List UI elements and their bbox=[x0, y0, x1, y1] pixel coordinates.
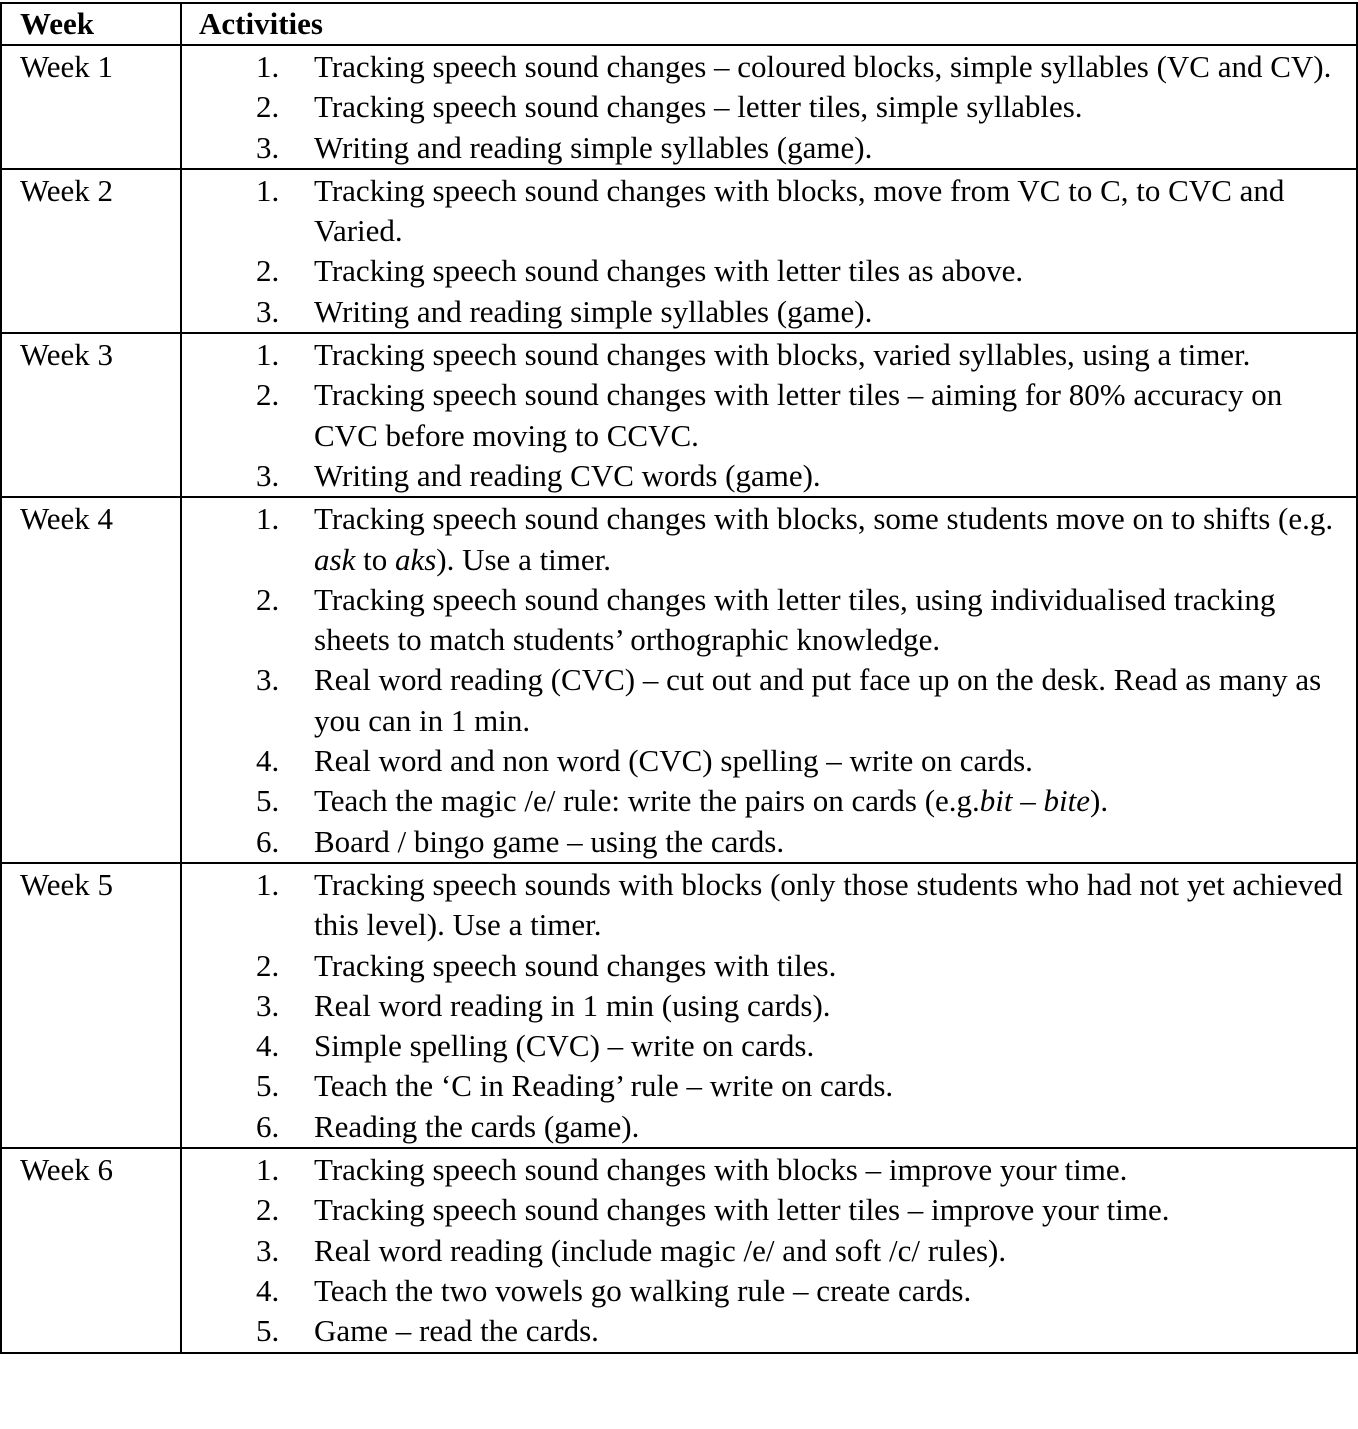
activity-text: Teach the ‘C in Reading’ rule – write on cards. bbox=[314, 1068, 894, 1104]
activity-number: 5. bbox=[256, 783, 280, 819]
activity-item bbox=[182, 87, 1356, 127]
activity-item bbox=[182, 1190, 1356, 1230]
activities-cell bbox=[181, 45, 1357, 169]
activity-item bbox=[182, 1311, 1356, 1351]
table-row bbox=[1, 45, 1357, 169]
week-cell: Week 6 bbox=[1, 1148, 181, 1352]
activity-text: Tracking speech sound changes – letter tiles, simple syllables. bbox=[314, 89, 1083, 125]
activities-cell bbox=[181, 497, 1357, 863]
activity-text: Simple spelling (CVC) – write on cards. bbox=[314, 1028, 815, 1064]
activity-item bbox=[182, 499, 1356, 580]
activity-item bbox=[182, 375, 1356, 456]
activity-number: 4. bbox=[256, 1028, 280, 1064]
activities-table bbox=[0, 2, 1358, 1354]
activities-cell bbox=[181, 1148, 1357, 1352]
activity-text: Tracking speech sound changes with tiles. bbox=[314, 947, 837, 983]
activity-item bbox=[182, 251, 1356, 291]
activity-list bbox=[182, 1150, 1356, 1351]
activity-number: 1. bbox=[256, 866, 280, 902]
activity-text: Tracking speech sound changes with letter tiles – improve your time. bbox=[314, 1192, 1170, 1228]
week-cell: Week 3 bbox=[1, 333, 181, 497]
activity-text: Tracking speech sound changes with blocks – improve your time. bbox=[314, 1152, 1128, 1188]
activity-text: Game – read the cards. bbox=[314, 1313, 599, 1349]
activity-item bbox=[182, 335, 1356, 375]
activity-text: Teach the two vowels go walking rule – create cards. bbox=[314, 1272, 972, 1308]
activity-text: Tracking speech sound changes – coloured blocks, simple syllables (VC and CV). bbox=[314, 49, 1332, 84]
activity-example-text: bit – bite bbox=[979, 783, 1090, 819]
activity-text: Tracking speech sounds with blocks (only those students who had not yet achieved this level). Use a timer. bbox=[314, 866, 1343, 943]
activity-number: 1. bbox=[256, 1152, 280, 1188]
activity-number: 2. bbox=[256, 377, 280, 413]
activity-item bbox=[182, 456, 1356, 496]
activity-number: 5. bbox=[256, 1313, 280, 1349]
activity-text: Writing and reading CVC words (game). bbox=[314, 457, 821, 493]
activity-item bbox=[182, 660, 1356, 741]
activity-number: 2. bbox=[256, 581, 280, 617]
activity-item bbox=[182, 1271, 1356, 1311]
table-row bbox=[1, 333, 1357, 497]
header-row bbox=[1, 3, 1357, 45]
activity-number: 3. bbox=[256, 129, 280, 165]
activity-list bbox=[182, 47, 1356, 168]
activity-number: 1. bbox=[256, 172, 280, 208]
activity-list bbox=[182, 171, 1356, 332]
week-cell: Week 2 bbox=[1, 169, 181, 333]
activity-text: Tracking speech sound changes with letter tiles, using individualised tracking sheets to match students’ orthographic knowledge. bbox=[314, 581, 1276, 658]
activity-text: Tracking speech sound changes with letter tiles as above. bbox=[314, 253, 1024, 289]
activity-number: 4. bbox=[256, 1272, 280, 1308]
activity-text: Real word reading (include magic /e/ and soft /c/ rules). bbox=[314, 1232, 1007, 1268]
activity-number: 6. bbox=[256, 1108, 280, 1144]
activity-text: ). bbox=[1090, 783, 1109, 819]
week-cell: Week 4 bbox=[1, 497, 181, 863]
activity-text: Tracking speech sound changes with blocks, varied syllables, using a timer. bbox=[314, 337, 1251, 373]
activity-item bbox=[182, 781, 1356, 821]
activity-number: 3. bbox=[256, 662, 280, 698]
week-cell: Week 5 bbox=[1, 863, 181, 1148]
activity-number: 4. bbox=[256, 743, 280, 779]
activity-text: Tracking speech sound changes with blocks, move from VC to C, to CVC and Varied. bbox=[314, 172, 1285, 249]
activity-text: Writing and reading simple syllables (game). bbox=[314, 293, 873, 329]
activity-list bbox=[182, 499, 1356, 862]
table-row bbox=[1, 497, 1357, 863]
header-activities: Activities bbox=[181, 3, 1357, 45]
activity-number: 1. bbox=[256, 337, 280, 373]
activity-item bbox=[182, 1150, 1356, 1190]
activity-text: Board / bingo game – using the cards. bbox=[314, 823, 785, 859]
activity-list bbox=[182, 865, 1356, 1147]
activity-number: 1. bbox=[256, 501, 280, 537]
activity-number: 2. bbox=[256, 89, 280, 125]
activity-number: 3. bbox=[256, 293, 280, 329]
activity-item bbox=[182, 1231, 1356, 1271]
activity-list bbox=[182, 335, 1356, 496]
activity-item bbox=[182, 986, 1356, 1026]
week-cell: Week 1 bbox=[1, 45, 181, 169]
activity-item bbox=[182, 1026, 1356, 1066]
activity-text: to bbox=[355, 541, 395, 577]
activity-item bbox=[182, 946, 1356, 986]
activity-example-text: ask bbox=[314, 541, 356, 577]
activity-item bbox=[182, 292, 1356, 332]
activity-text: Tracking speech sound changes with letter tiles – aiming for 80% accuracy on CVC before moving to CCVC. bbox=[314, 377, 1283, 453]
activity-text: ). Use a timer. bbox=[436, 541, 612, 577]
activity-number: 5. bbox=[256, 1068, 280, 1104]
activity-item bbox=[182, 822, 1356, 862]
activity-example-text: aks bbox=[394, 541, 437, 577]
activity-number: 3. bbox=[256, 1232, 280, 1268]
activity-item bbox=[182, 1066, 1356, 1106]
activity-text: Teach the magic /e/ rule: write the pairs on cards (e.g. bbox=[314, 783, 980, 819]
activity-item bbox=[182, 1107, 1356, 1147]
activity-item bbox=[182, 580, 1356, 661]
table-body bbox=[1, 45, 1357, 1353]
activity-number: 3. bbox=[256, 457, 280, 493]
activity-text: Real word reading (CVC) – cut out and put face up on the desk. Read as many as you can in 1 min. bbox=[314, 662, 1322, 738]
activity-number: 1. bbox=[256, 49, 280, 84]
activity-text: Writing and reading simple syllables (game). bbox=[314, 129, 873, 165]
activity-text: Tracking speech sound changes with blocks, some students move on to shifts (e.g. bbox=[314, 501, 1334, 537]
activities-cell bbox=[181, 863, 1357, 1148]
activity-number: 2. bbox=[256, 1192, 280, 1228]
table-row bbox=[1, 169, 1357, 333]
activity-item bbox=[182, 171, 1356, 252]
activity-number: 2. bbox=[256, 253, 280, 289]
table-row bbox=[1, 1148, 1357, 1352]
activity-item bbox=[182, 741, 1356, 781]
activity-number: 3. bbox=[256, 987, 280, 1023]
activity-text: Real word reading in 1 min (using cards). bbox=[314, 987, 831, 1023]
table-row bbox=[1, 863, 1357, 1148]
activities-cell bbox=[181, 169, 1357, 333]
activities-cell bbox=[181, 333, 1357, 497]
activity-text: Real word and non word (CVC) spelling – write on cards. bbox=[314, 743, 1033, 779]
activity-item bbox=[182, 865, 1356, 946]
activity-number: 2. bbox=[256, 947, 280, 983]
header-week: Week bbox=[1, 3, 181, 45]
activity-number: 6. bbox=[256, 823, 280, 859]
activity-item bbox=[182, 47, 1356, 87]
activity-text: Reading the cards (game). bbox=[314, 1108, 640, 1144]
activity-item bbox=[182, 128, 1356, 168]
